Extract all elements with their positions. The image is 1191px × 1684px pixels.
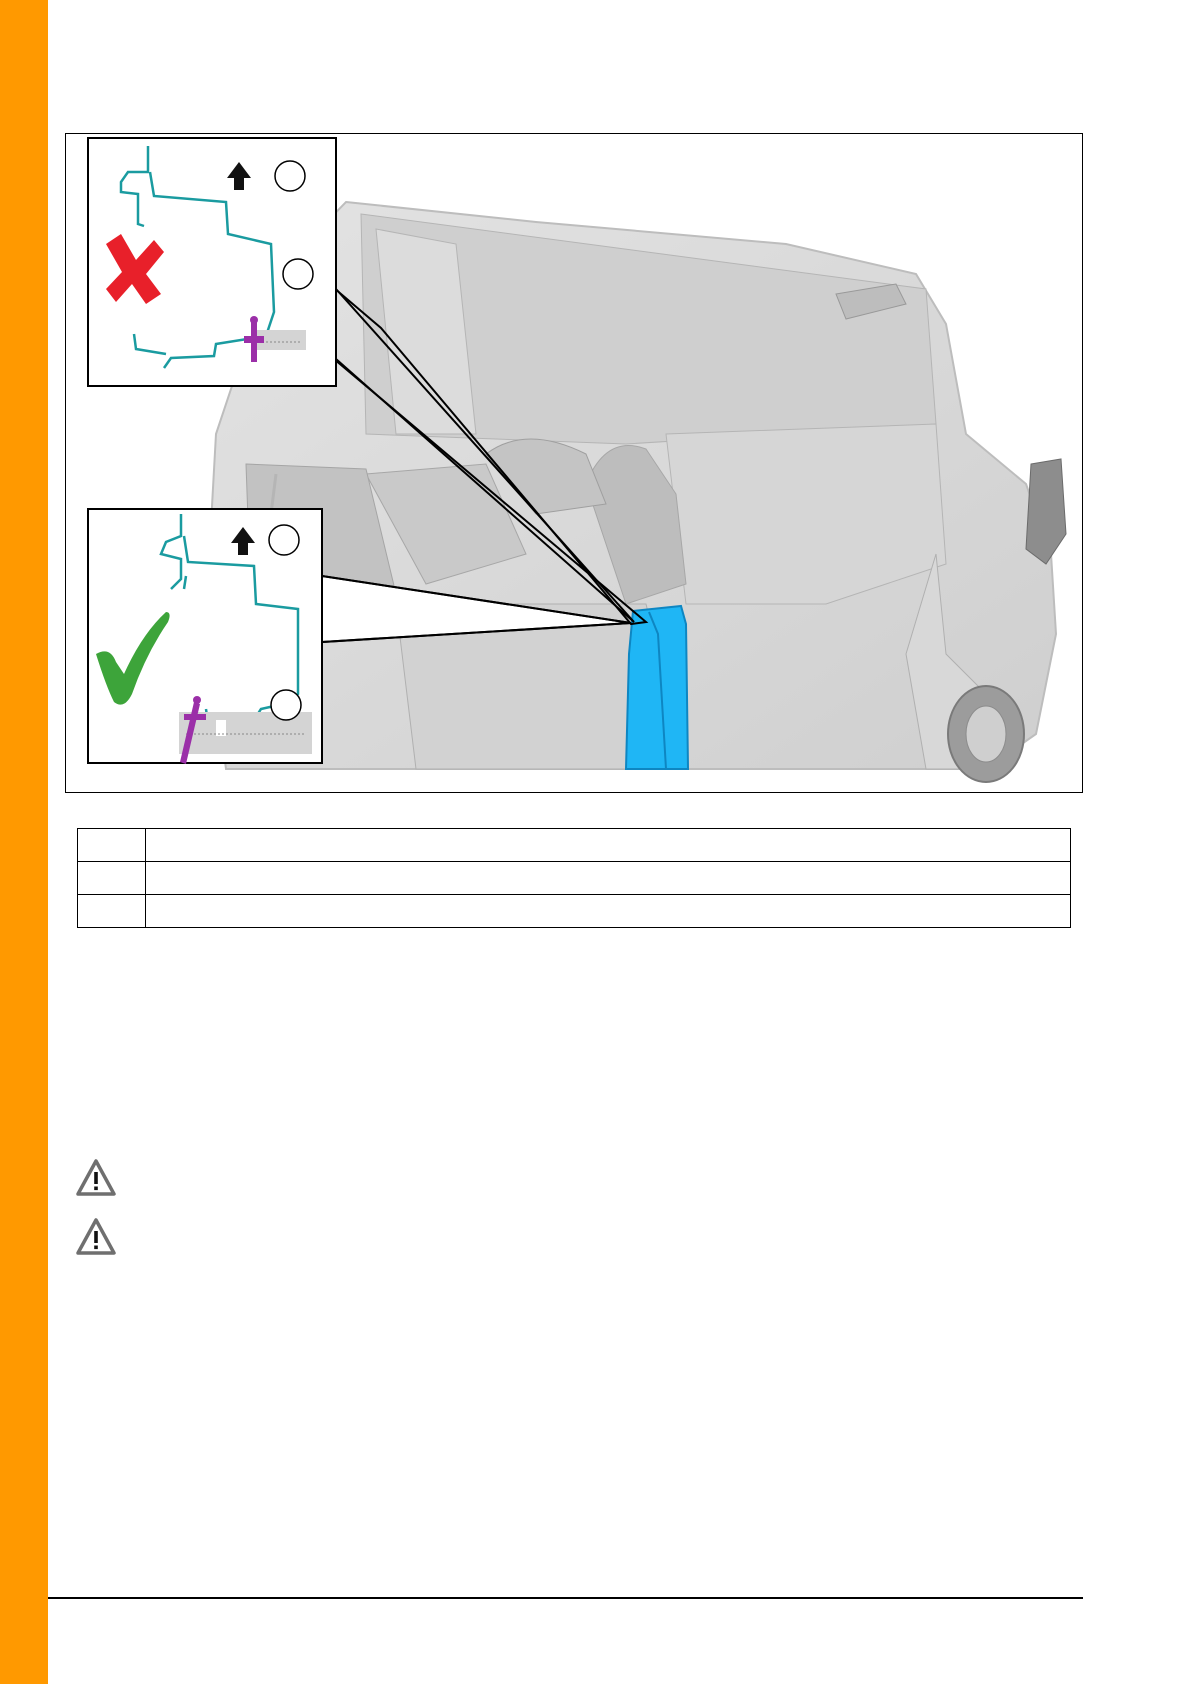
item-number-cell	[78, 829, 146, 862]
inset-incorrect	[88, 138, 336, 386]
warning-triangle-icon	[75, 1158, 117, 1198]
inset-correct	[88, 509, 322, 764]
table-row	[78, 895, 1071, 928]
footer-divider	[48, 1597, 1083, 1599]
item-description-cell	[146, 829, 1071, 862]
warning-triangle-icon	[75, 1217, 117, 1257]
item-number-cell	[78, 862, 146, 895]
item-number-cell	[78, 895, 146, 928]
table-row	[78, 829, 1071, 862]
item-description-cell	[146, 895, 1071, 928]
vehicle-illustration	[66, 134, 1082, 792]
callout-key-table	[77, 828, 1071, 928]
chapter-side-band	[0, 0, 48, 1684]
callout-circle	[271, 690, 301, 720]
callout-circle	[275, 161, 305, 191]
callout-circle	[269, 525, 299, 555]
illustration-frame	[65, 133, 1083, 793]
callout-circle	[283, 259, 313, 289]
table-row	[78, 862, 1071, 895]
item-description-cell	[146, 862, 1071, 895]
